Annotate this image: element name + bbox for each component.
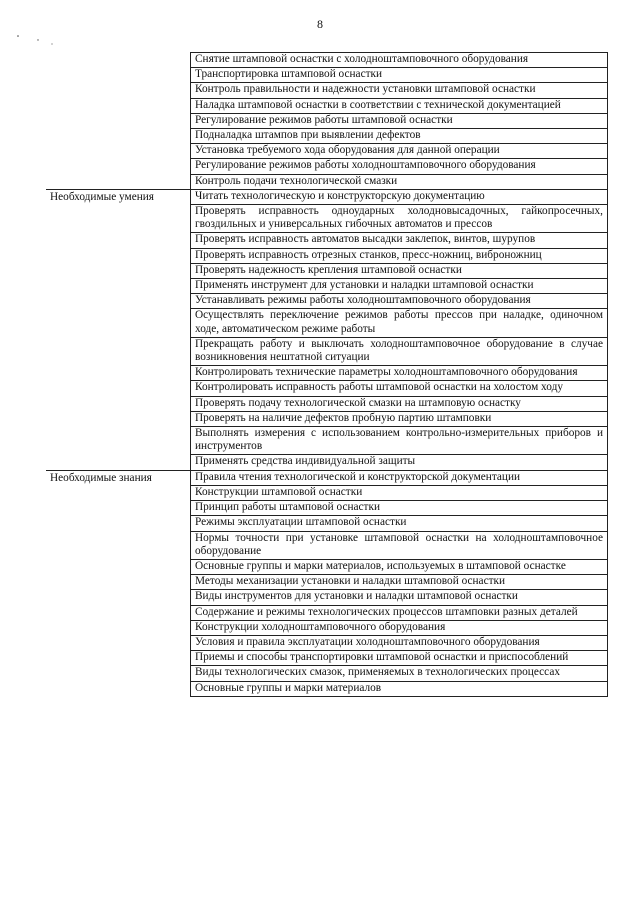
competency-table (46, 52, 608, 697)
section-label: Необходимые умения (46, 189, 191, 470)
section-label (46, 53, 191, 190)
requirement-cell: Проверять исправность отрезных станков, пресс-ножниц, виброножниц (191, 248, 608, 263)
requirement-cell: Основные группы и марки материалов (191, 681, 608, 696)
requirement-cell: Правила чтения технологической и конструкторской документации (191, 470, 608, 485)
requirement-cell: Подналадка штампов при выявлении дефектов (191, 129, 608, 144)
requirement-cell: Виды инструментов для установки и наладки штамповой оснастки (191, 590, 608, 605)
requirement-cell: Проверять подачу технологической смазки на штамповую оснастку (191, 396, 608, 411)
requirement-cell: Выполнять измерения с использованием контрольно-измерительных приборов и инструментов (191, 427, 608, 455)
requirement-cell: Транспортировка штамповой оснастки (191, 68, 608, 83)
requirement-cell: Конструкции штамповой оснастки (191, 485, 608, 500)
requirement-cell: Наладка штамповой оснастки в соответствии с технической документацией (191, 98, 608, 113)
requirement-cell: Устанавливать режимы работы холодноштамповочного оборудования (191, 294, 608, 309)
page-number: 8 (317, 17, 323, 31)
requirement-cell: Контроль подачи технологической смазки (191, 174, 608, 189)
requirement-cell: Принцип работы штамповой оснастки (191, 501, 608, 516)
requirement-cell: Регулирование режимов работы холодноштамповочного оборудования (191, 159, 608, 174)
requirement-cell: Режимы эксплуатации штамповой оснастки (191, 516, 608, 531)
requirement-cell: Нормы точности при установке штамповой оснастки на холодноштамповочное оборудование (191, 531, 608, 559)
requirement-cell: Основные группы и марки материалов, используемых в штамповой оснастке (191, 559, 608, 574)
table-row (46, 189, 608, 204)
requirement-cell: Установка требуемого хода оборудования для данной операции (191, 144, 608, 159)
scan-specks (14, 30, 74, 50)
requirement-cell: Снятие штамповой оснастки с холодноштамповочного оборудования (191, 53, 608, 68)
requirement-cell: Конструкции холодноштамповочного оборудования (191, 620, 608, 635)
requirement-cell: Приемы и способы транспортировки штамповой оснастки и приспособлений (191, 651, 608, 666)
requirement-cell: Проверять исправность одноударных холодновысадочных, гайкопросечных, гвоздильных и универсальных гибочных автоматов и прессов (191, 205, 608, 233)
requirement-cell: Проверять исправность автоматов высадки заклепок, винтов, шурупов (191, 233, 608, 248)
requirement-cell: Контролировать исправность работы штамповой оснастки на холостом ходу (191, 381, 608, 396)
requirement-cell: Читать технологическую и конструкторскую документацию (191, 189, 608, 204)
requirement-cell: Виды технологических смазок, применяемых в технологических процессах (191, 666, 608, 681)
requirement-cell: Контролировать технические параметры холодноштамповочного оборудования (191, 366, 608, 381)
requirement-cell: Проверять на наличие дефектов пробную партию штамповки (191, 411, 608, 426)
requirement-cell: Условия и правила эксплуатации холодноштамповочного оборудования (191, 635, 608, 650)
requirement-cell: Проверять надежность крепления штамповой оснастки (191, 263, 608, 278)
requirement-cell: Прекращать работу и выключать холодноштамповочное оборудование в случае возникновения нештатной ситуации (191, 337, 608, 365)
requirement-cell: Контроль правильности и надежности установки штамповой оснастки (191, 83, 608, 98)
section-label: Необходимые знания (46, 470, 191, 696)
requirement-cell: Применять инструмент для установки и наладки штамповой оснастки (191, 279, 608, 294)
table-row (46, 470, 608, 485)
requirement-cell: Осуществлять переключение режимов работы прессов при наладке, одиночном ходе, автоматическом режиме работы (191, 309, 608, 337)
requirement-cell: Регулирование режимов работы штамповой оснастки (191, 113, 608, 128)
table-row (46, 53, 608, 68)
requirement-cell: Методы механизации установки и наладки штамповой оснастки (191, 575, 608, 590)
requirement-cell: Применять средства индивидуальной защиты (191, 455, 608, 470)
requirement-cell: Содержание и режимы технологических процессов штамповки разных деталей (191, 605, 608, 620)
